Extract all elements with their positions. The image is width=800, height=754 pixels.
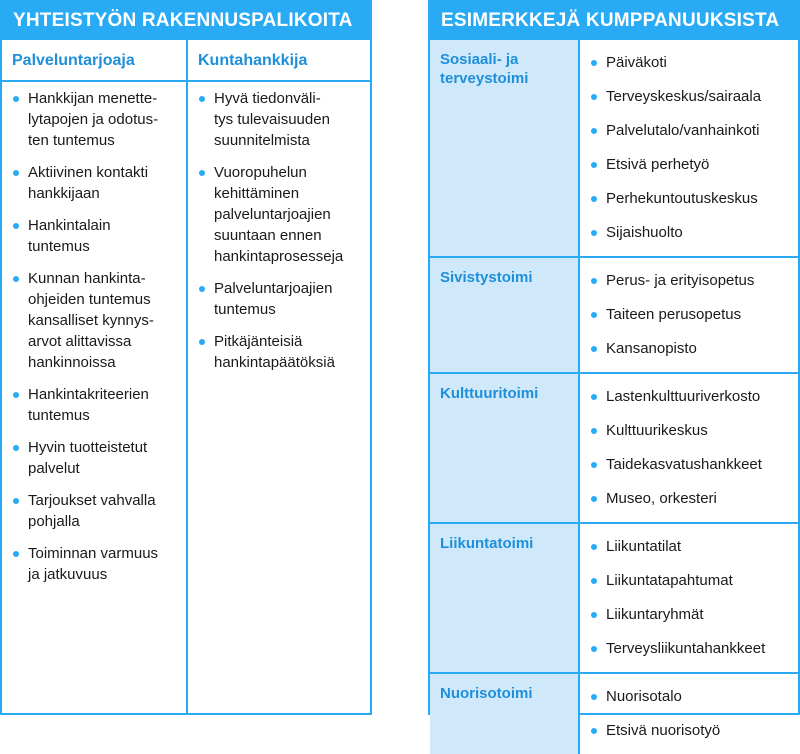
list-item-text: Liikuntatilat <box>606 538 682 555</box>
provider-column <box>2 40 188 713</box>
list-item-text: Etsivä perhetyö <box>606 156 710 173</box>
list-item-text: Päiväkoti <box>606 54 667 71</box>
list-item <box>580 414 798 448</box>
list-item-text: Kulttuurikeskus <box>606 422 708 439</box>
building-blocks-table <box>0 0 372 715</box>
partnership-examples-title: ESIMERKKEJÄ KUMPPANUUKSISTA <box>430 2 798 40</box>
list-item <box>2 88 186 151</box>
bullet-icon <box>199 96 205 102</box>
list-item-text: Palvelutalo/vanhainkoti <box>606 122 760 139</box>
procurer-column <box>188 40 370 713</box>
bullet-icon <box>13 445 19 451</box>
list-item-text: Hyvin tuotteistetut palvelut <box>28 439 148 477</box>
list-item <box>580 530 798 564</box>
bullet-icon <box>199 170 205 176</box>
row-example-list <box>580 674 798 754</box>
list-item <box>580 182 798 216</box>
bullet-icon <box>591 346 597 352</box>
bullet-icon <box>13 223 19 229</box>
bullet-icon <box>591 278 597 284</box>
list-item <box>580 332 798 366</box>
row-example-list <box>580 374 798 522</box>
list-item-text: Liikuntaryhmät <box>606 606 704 623</box>
table-row <box>430 374 798 524</box>
bullet-icon <box>13 96 19 102</box>
list-item-text: Hyvä tiedonväli- tys tulevaisuuden suunnitelmista <box>214 90 330 149</box>
list-item <box>580 482 798 516</box>
bullet-icon <box>199 286 205 292</box>
procurer-list <box>188 82 370 373</box>
list-item <box>580 264 798 298</box>
list-item-text: Toiminnan varmuus ja jatkuvuus <box>28 545 159 583</box>
list-item <box>2 268 186 373</box>
bullet-icon <box>591 728 597 734</box>
list-item-text: Museo, orkesteri <box>606 490 717 507</box>
bullet-icon <box>591 578 597 584</box>
row-example-list <box>580 524 798 672</box>
list-item <box>188 331 370 373</box>
list-item-text: Kansanopisto <box>606 340 697 357</box>
bullet-icon <box>591 694 597 700</box>
list-item <box>580 448 798 482</box>
bullet-icon <box>591 196 597 202</box>
row-category-label: Sivistystoimi <box>430 258 580 372</box>
partnership-rows <box>430 40 798 739</box>
list-item-text: Perus- ja erityisopetus <box>606 272 755 289</box>
list-item-text: Terveyskeskus/sairaala <box>606 88 762 105</box>
list-item <box>188 278 370 320</box>
list-item-text: Nuorisotalo <box>606 688 682 705</box>
list-item <box>188 162 370 267</box>
list-item-text: Vuoropuhelun kehittäminen palveluntarjoajien suuntaan ennen hankintaprosesseja <box>214 164 344 265</box>
list-item-text: Perhekuntoutuskeskus <box>606 190 758 207</box>
table-row <box>430 524 798 674</box>
list-item-text: Tarjoukset vahvalla pohjalla <box>28 492 156 530</box>
list-item <box>188 88 370 151</box>
bullet-icon <box>13 276 19 282</box>
list-item <box>2 543 186 585</box>
bullet-icon <box>591 312 597 318</box>
list-item-text: Kunnan hankinta- ohjeiden tuntemus kansalliset kynnys- arvot alittavissa hankinnoissa <box>28 270 154 371</box>
list-item <box>580 80 798 114</box>
table-row <box>430 258 798 374</box>
bullet-icon <box>591 428 597 434</box>
bullet-icon <box>13 551 19 557</box>
bullet-icon <box>13 392 19 398</box>
list-item <box>2 215 186 257</box>
bullet-icon <box>13 170 19 176</box>
table-row <box>430 40 798 258</box>
list-item <box>580 380 798 414</box>
list-item-text: Lastenkulttuuriverkosto <box>606 388 761 405</box>
list-item <box>2 437 186 479</box>
list-item <box>580 114 798 148</box>
list-item-text: Hankkijan menette- lytapojen ja odotus- ten tuntemus <box>28 90 159 149</box>
list-item <box>580 598 798 632</box>
list-item-text: Sijaishuolto <box>606 224 683 241</box>
provider-column-header: Palveluntarjoaja <box>2 40 186 82</box>
list-item-text: Aktiivinen kontakti hankkijaan <box>28 164 149 202</box>
bullet-icon <box>591 94 597 100</box>
provider-list <box>2 82 186 585</box>
table-row <box>430 674 798 754</box>
bullet-icon <box>13 498 19 504</box>
row-category-label: Sosiaali- ja terveystoimi <box>430 40 580 256</box>
bullet-icon <box>591 394 597 400</box>
bullet-icon <box>591 128 597 134</box>
list-item <box>580 216 798 250</box>
list-item-text: Palveluntarjoajien tuntemus <box>214 280 333 318</box>
list-item-text: Liikuntatapahtumat <box>606 572 733 589</box>
bullet-icon <box>591 544 597 550</box>
procurer-column-header: Kuntahankkija <box>188 40 370 82</box>
row-category-label: Kulttuuritoimi <box>430 374 580 522</box>
row-category-label: Liikuntatoimi <box>430 524 580 672</box>
row-category-label: Nuorisotoimi <box>430 674 580 754</box>
row-example-list <box>580 258 798 372</box>
list-item-text: Hankintalain tuntemus <box>28 217 111 255</box>
list-item <box>580 680 798 714</box>
list-item-text: Taidekasvatushankkeet <box>606 456 762 473</box>
list-item-text: Terveysliikuntahankkeet <box>606 640 766 657</box>
list-item <box>580 298 798 332</box>
list-item-text: Etsivä nuorisotyö <box>606 722 721 739</box>
bullet-icon <box>591 162 597 168</box>
bullet-icon <box>591 230 597 236</box>
list-item <box>2 490 186 532</box>
list-item <box>2 162 186 204</box>
bullet-icon <box>591 646 597 652</box>
list-item-text: Pitkäjänteisiä hankintapäätöksiä <box>214 333 335 371</box>
list-item <box>580 632 798 666</box>
bullet-icon <box>199 339 205 345</box>
list-item <box>580 148 798 182</box>
bullet-icon <box>591 496 597 502</box>
partnership-examples-table <box>428 0 800 739</box>
bullet-icon <box>591 60 597 66</box>
list-item-text: Taiteen perusopetus <box>606 306 742 323</box>
list-item <box>580 714 798 748</box>
bullet-icon <box>591 462 597 468</box>
list-item <box>2 384 186 426</box>
list-item <box>580 564 798 598</box>
building-blocks-title: YHTEISTYÖN RAKENNUSPALIKOITA <box>2 2 370 40</box>
list-item <box>580 46 798 80</box>
list-item-text: Hankintakriteerien tuntemus <box>28 386 149 424</box>
row-example-list <box>580 40 798 256</box>
bullet-icon <box>591 612 597 618</box>
building-blocks-columns <box>2 40 370 713</box>
